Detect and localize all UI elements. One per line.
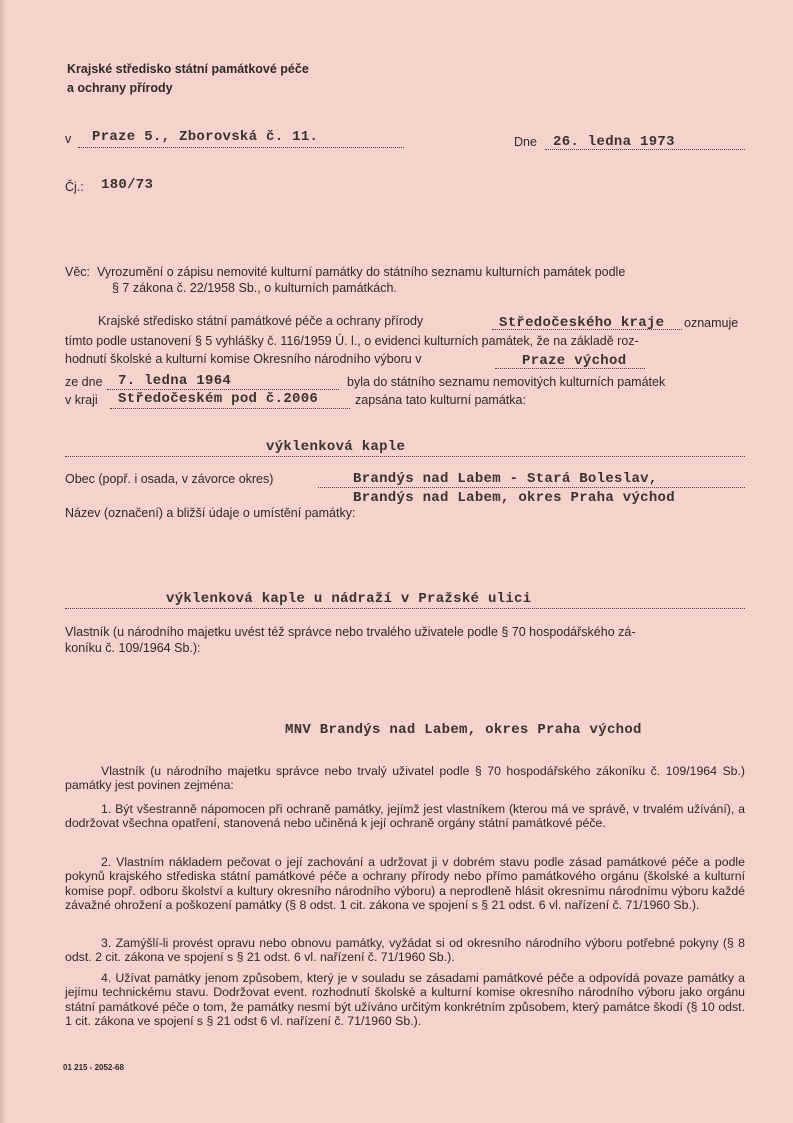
notice-decision-date: 7. ledna 1964 [118,373,232,389]
monument-type: výklenková kaple [266,439,406,455]
notice-registry: Středočeském pod č.2006 [118,391,319,407]
notice-line1-post: oznamuje [684,316,739,330]
institution-line2: a ochrany přírody [67,81,173,95]
owner-label-line2: koníku č. 109/1964 Sb.): [65,641,201,655]
subject-line2: § 7 zákona č. 22/1958 Sb., o kulturních památkách. [112,281,397,295]
municipality-line2: Brandýs nad Labem, okres Praha východ [353,490,675,506]
duty-item-3: 3. Zamýšlí-li provést opravu nebo obnovu památky, vyžádat si od okresního národního výboru potřebné pokyny (§ 8 odst. 2 cit. zákona ve spojení s § 21 odst. 6 vl. nařízení č. 71/1960 Sb.). [65,936,745,965]
municipality-line1: Brandýs nad Labem - Stará Boleslav, [353,471,658,487]
name-label: Název (označení) a bližší údaje o umístění památky: [65,506,356,520]
duty-item-1: 1. Být všestranně nápomocen při ochraně památky, jejímž jest vlastníkem (kterou má ve správě, v trvalém užívání), a dodržovat všechna opatření, stanovená nebo učiněná k její ochraně orgány státní památkové péče. [65,802,745,831]
owner-label-line1: Vlastník (u národního majetku uvést též správce nebo trvalého uživatele podle § 70 hospodářského zá- [65,625,636,639]
subject-label: Věc: [65,265,91,279]
notice-line4-pre: ze dne [65,375,103,389]
notice-line4-post: byla do státního seznamu nemovitých kulturních památek [347,375,666,389]
notice-line3-pre: hodnutí školské a kulturní komise Okresního národního výboru v [65,352,422,366]
name-value: výklenková kaple u nádraží v Pražské ulici [166,591,532,607]
page-edge-shadow [0,0,6,1123]
notice-line1-pre: Krajské středisko státní památkové péče a ochrany přírody [98,314,424,328]
notice-line5-pre: v kraji [65,393,98,407]
subject-line1: Vyrozumění o zápisu nemovité kulturní památky do státního seznamu kulturních památek podle [97,265,626,279]
duty-item-4: 4. Užívat památky jenom způsobem, který je v souladu se zásadami památkové péče a odpovídá povaze památky a jejímu technickému stavu. Dodržovat event. rozhodnutí školské a kulturní komise okresního národního výboru jako orgánu státní památkové péče o tom, že památky nesmí být užíváno určitým konkrétním způsobem, který památce škodí (§ 10 odst. 1 cit. zákona ve spojení s § 21 odst 6 vl. nařízení č. 71/1960 Sb.). [65,971,745,1029]
owner-value: MNV Brandýs nad Labem, okres Praha východ [285,722,642,738]
reference-value: 180/73 [101,177,154,193]
place-prefix: v [65,132,72,146]
municipality-label: Obec (popř. i osada, v závorce okres) [65,472,274,486]
name-dotted-line [65,608,745,609]
print-code: 01 215 - 2052-68 [63,1063,124,1072]
municipality-dotted-line [318,487,745,488]
notice-line2: tímto podle ustanovení § 5 vyhlášky č. 116/1959 Ú. l., o evidenci kulturních památek, že na základě roz- [65,334,639,348]
institution-line1: Krajské středisko státní památkové péče [67,62,309,76]
notice-district: Praze východ [522,353,627,369]
place-dotted-line [78,147,404,148]
date-value: 26. ledna 1973 [553,134,675,150]
duties-intro: Vlastník (u národního majetku správce nebo trvalý uživatel podle § 70 hospodářského zákoníku č. 109/1964 Sb.) památky jest povinen zejména: [65,764,745,793]
decision-date-dotted-line [107,389,339,390]
duty-item-2: 2. Vlastním nákladem pečovat o její zachování a udržovat ji v dobrém stavu podle zásad památkové péče a podle pokynů krajského střediska státní památkové péče a ochrany přírody nebo přímo památkového orgánu (školské a kulturní komise popř. odboru školství a kultury okresního národního výboru) a neprodleně hlásit okresnímu národnímu výboru každé závažné ohrožení a poškození památky (§ 8 odst. 1 cit. zákona ve spojení s § 21 odst. 6 vl. nařízení č. 71/1960 Sb.). [65,855,745,913]
registry-dotted-line [110,408,350,409]
place-value: Praze 5., Zborovská č. 11. [92,129,319,145]
reference-label: Čj.: [65,180,84,194]
monument-type-dotted-line [65,456,745,457]
notice-line5-post: zapsána tato kulturní památka: [355,393,526,407]
date-label: Dne [514,135,537,149]
notice-region: Středočeského kraje [499,315,665,331]
